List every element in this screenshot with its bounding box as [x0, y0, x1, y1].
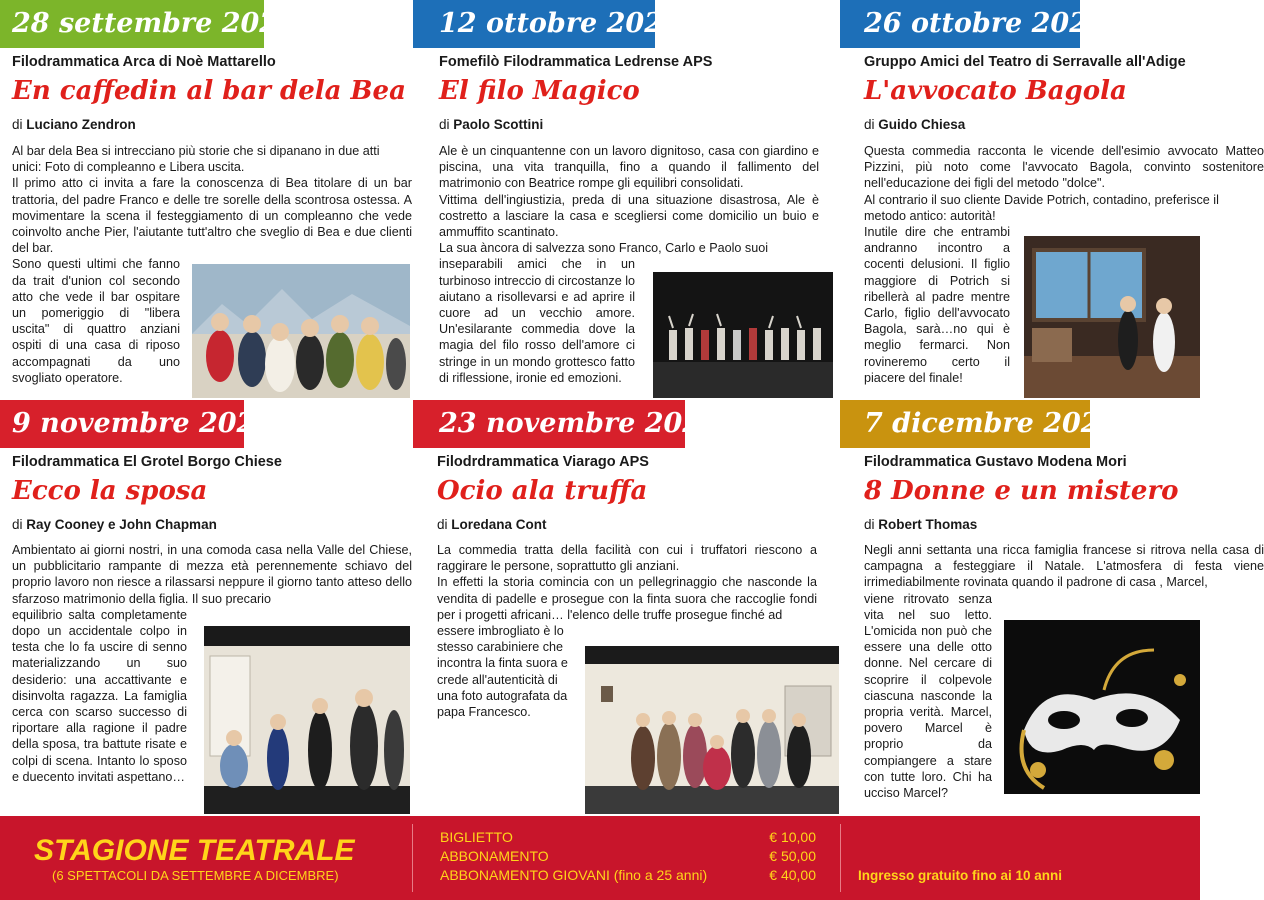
venetian-mask-photo: [1004, 620, 1200, 794]
price-row: [440, 847, 816, 866]
cast-group-photo: [192, 264, 410, 398]
show-description: Al bar dela Bea si intrecciano più storie che si dipanano in due atti unici: Foto di compleanno e Libera uscita. Il primo atto ci invita a fare la conoscenza di Bea titolare di un bar trattoria, del padre Franco e delle tre sorelle della scontrosa ostessa. A movimentare la scena il festeggiamento di un compleanno che vede coinvolto anche Pier, l'aiutante tutt'altro che sveglio di Bea e due clienti del bar. Sono questi ultimi che fanno da trait d'union col secondo atto che vede il bar ospitare un pomeriggio di "libera uscita" di quattro anziani ospiti di una casa di riposo accompagnati da uno svogliato operatore.: [12, 144, 412, 385]
show-description: Negli anni settanta una ricca famiglia francese si ritrova nella casa di campagna a festeggiare il Natale. L'atmosfera di festa viene irrimediabilmente rovinata quando il padrone di casa , Marcel, viene ritrovato senza vita nel suo letto. L'omicida non può che essere una delle otto donne. Nel cercare di scoprire il colpevole ciascuna nasconde la propria verità. Marcel, povero Marcel è proprio da compiangere a stare con tutte loro. Chi ha ucciso Marcel?: [864, 543, 1264, 801]
show-description: Ambientato ai giorni nostri, in una comoda casa nella Valle del Chiese, un pubblicitario rampante di mezza età perennemente schiavo del proprio lavoro non riesce a rilassarsi neppure il giorno tanto atteso dello sfarzoso matrimonio della figlia. Il suo precario equilibrio salta completamente dopo un accidentale colpo in testa che lo fa uscire di senno materializzando un suo desiderio: una accattivante e disinvolta ragazza. La famiglia cerca con scarso successo di riportare alla ragione il padre della sposa, tra battute risate e colpi di scena. Intanto lo sposo e duecento invitati aspettano…: [12, 543, 412, 784]
cast-on-stage-photo: [585, 646, 839, 814]
show-date: 7 dicembre 2024: [840, 400, 1090, 448]
company-name: Gruppo Amici del Teatro di Serravalle all'Adige: [864, 54, 1186, 70]
company-name: Fomefilò Filodrammatica Ledrense APS: [439, 54, 713, 70]
show-description: La commedia tratta della facilità con cui i truffatori riescono a raggirare le persone, soprattutto gli anziani. In effetti la storia comincia con un pellegrinaggio che nasconde la vendita di padelle e prosegue con la finta suora che raccoglie fondi per i progetti africani… l'elenco delle truffe prosegue finché ad essere imbrogliato è lo stesso carabiniere che incontra la finta suora e crede all'autenticità di una foto autografata da papa Francesco.: [437, 543, 817, 720]
price-label: ABBONAMENTO GIOVANI (fino a 25 anni): [440, 867, 708, 883]
show-title: Ocio ala truffa: [437, 476, 648, 506]
show-author: di Robert Thomas: [864, 517, 978, 532]
company-name: Filodrammatica Arca di Noè Mattarello: [12, 54, 276, 70]
show-author: di Paolo Scottini: [439, 117, 544, 132]
show-card-5: [413, 400, 833, 816]
show-date: 9 novembre 2024: [0, 400, 244, 448]
company-name: Filodrdrammatica Viarago APS: [437, 454, 649, 470]
show-title: En caffedin al bar dela Bea: [12, 76, 406, 106]
show-author: di Ray Cooney e John Chapman: [12, 517, 217, 532]
show-date: 23 novembre 2024: [413, 400, 685, 448]
stage-curtain-call-photo: [653, 272, 833, 398]
free-entry-note: Ingresso gratuito fino ai 10 anni: [858, 868, 1063, 883]
show-title: L'avvocato Bagola: [864, 76, 1127, 106]
footer-divider: [840, 824, 841, 892]
stage-scene-photo: [1024, 236, 1200, 398]
company-name: Filodrammatica El Grotel Borgo Chiese: [12, 454, 282, 470]
show-card-3: [840, 0, 1264, 400]
season-subtitle: (6 SPETTACOLI DA SETTEMBRE A DICEMBRE): [52, 868, 339, 883]
price-list: [440, 828, 816, 885]
show-description: Ale è un cinquantenne con un lavoro dignitoso, casa con giardino e piscina, una vita tranquilla, fino a quando il fallimento del matrimonio con Beatrice rompe gli equilibri consolidati. Vittima dell'ingiustizia, preda di una situazione disastrosa, Ale è costretto a lasciare la casa e scegliersi come domicilio un buio e ammuffito scantinato. La sua àncora di salvezza sono Franco, Carlo e Paolo suoi inseparabili amici che in un turbinoso intreccio di circostanze lo aiutano a risollevarsi e ad aprire il cuore ad un vecchio amore. Un'esilarante commedia dove la magia del filo rosso dell'amore ci stringe in un mondo grottesco fatto di riflessione, ironie ed emozioni.: [439, 144, 819, 385]
show-card-1: [0, 0, 420, 400]
price-row: [440, 828, 816, 847]
show-card-6: [840, 400, 1264, 816]
show-date: 12 ottobre 2024: [413, 0, 655, 48]
footer-divider: [412, 824, 413, 892]
show-description: Questa commedia racconta le vicende dell'esimio avvocato Matteo Pizzini, più noto come l'avvocato Bagola, convinto sostenitore nell'educazione dei figli del metodo "dolce". Al contrario il suo cliente Davide Potrich, contadino, preferisce il metodo antico: autorità! Inutile dire che entrambi andranno incontro a cocenti delusioni. Il figlio maggiore di Potrich si ribellerà al padre mentre Carlo, figlio dell'avvocato Bagola, sarà…no qui è meglio fermarci. Non rovineremo certo il piacere del finale!: [864, 144, 1264, 385]
price-label: ABBONAMENTO: [440, 848, 549, 864]
show-author: di Guido Chiesa: [864, 117, 966, 132]
show-author: di Luciano Zendron: [12, 117, 136, 132]
price-label: BIGLIETTO: [440, 829, 513, 845]
price-row: [440, 866, 816, 885]
show-author: di Loredana Cont: [437, 517, 547, 532]
show-title: El filo Magico: [439, 76, 640, 106]
price-value: € 40,00: [769, 867, 816, 883]
company-name: Filodrammatica Gustavo Modena Mori: [864, 454, 1127, 470]
wedding-scene-photo: [204, 626, 410, 814]
show-title: 8 Donne e un mistero: [864, 476, 1179, 506]
season-footer: [0, 816, 1200, 900]
show-card-2: [413, 0, 833, 400]
price-value: € 10,00: [769, 829, 816, 845]
season-title: STAGIONE TEATRALE: [34, 834, 355, 867]
show-date: 26 ottobre 2024: [840, 0, 1080, 48]
show-title: Ecco la sposa: [12, 476, 208, 506]
show-card-4: [0, 400, 420, 816]
show-date: 28 settembre 2024: [0, 0, 264, 48]
price-value: € 50,00: [769, 848, 816, 864]
